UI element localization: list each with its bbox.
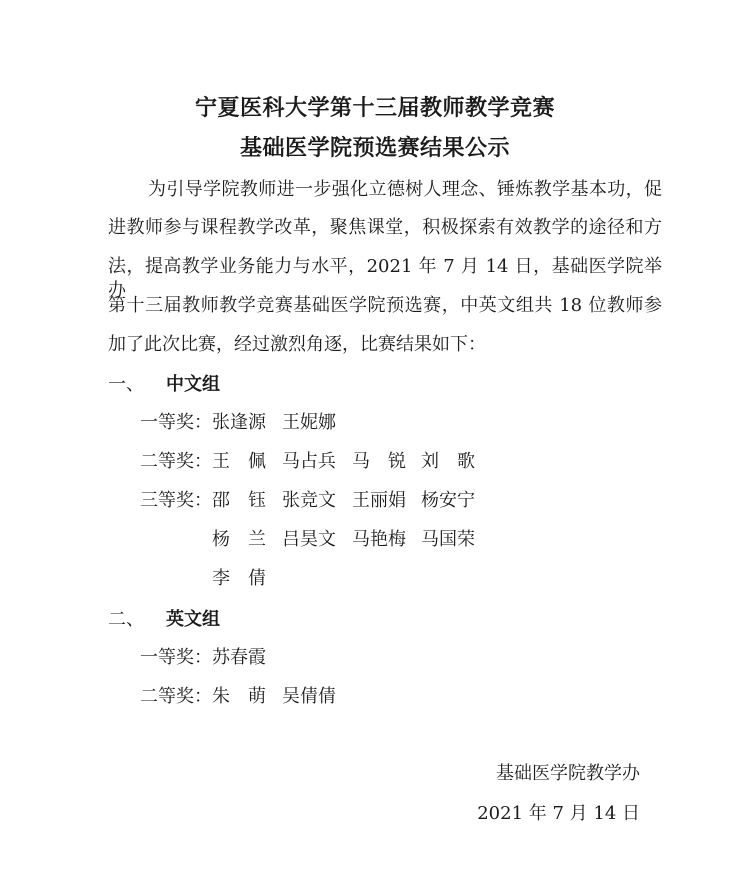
award-name: 杨安宁 [421, 490, 475, 511]
intro-paragraph-line: 为引导学院教师进一步强化立德树人理念、锤炼教学基本功，促 [148, 179, 662, 200]
award-name: 吴倩倩 [282, 686, 336, 707]
award-name: 苏春霞 [212, 647, 266, 668]
award-label: 一等奖： [140, 647, 212, 668]
award-name: 马 锐 [352, 451, 406, 472]
award-name: 马占兵 [282, 451, 336, 472]
signature-date: 2021 年 7 月 14 日 [477, 803, 640, 824]
award-name: 马国荣 [421, 529, 475, 550]
award-name: 张竞文 [282, 490, 336, 511]
section-heading: 中文组 [166, 374, 220, 395]
award-name: 吕昊文 [282, 529, 336, 550]
intro-paragraph-line: 加了此次比赛，经过激烈角逐，比赛结果如下： [108, 334, 486, 355]
signature-office: 基础医学院教学办 [496, 763, 640, 784]
award-name: 李 倩 [212, 568, 266, 589]
award-label: 三等奖： [140, 490, 212, 511]
intro-paragraph-line: 进教师参与课程教学改革，聚焦课堂，积极探索有效教学的途径和方 [108, 217, 662, 238]
award-name: 马艳梅 [352, 529, 406, 550]
award-label: 二等奖： [140, 451, 212, 472]
award-name: 王丽娟 [352, 490, 406, 511]
award-label: 一等奖： [140, 412, 212, 433]
award-name: 邵 钰 [212, 490, 266, 511]
document-title-line-2: 基础医学院预选赛结果公示 [239, 135, 510, 161]
section-heading: 英文组 [166, 609, 220, 630]
award-name: 王妮娜 [282, 412, 336, 433]
award-name: 刘 歌 [421, 451, 475, 472]
award-name: 王 佩 [212, 451, 266, 472]
award-label: 二等奖： [140, 686, 212, 707]
award-name: 杨 兰 [212, 529, 266, 550]
award-name: 朱 萌 [212, 686, 266, 707]
document-title-line-1: 宁夏医科大学第十三届教师教学竞赛 [194, 95, 555, 121]
section-number: 二、 [108, 609, 144, 630]
award-name: 张逢源 [212, 412, 266, 433]
intro-paragraph-line: 法，提高教学业务能力与水平，2021 年 7 月 14 日，基础医学院举办 [108, 256, 662, 301]
intro-paragraph-line: 第十三届教师教学竞赛基础医学院预选赛，中英文组共 18 位教师参 [108, 295, 662, 316]
section-number: 一、 [108, 374, 144, 395]
